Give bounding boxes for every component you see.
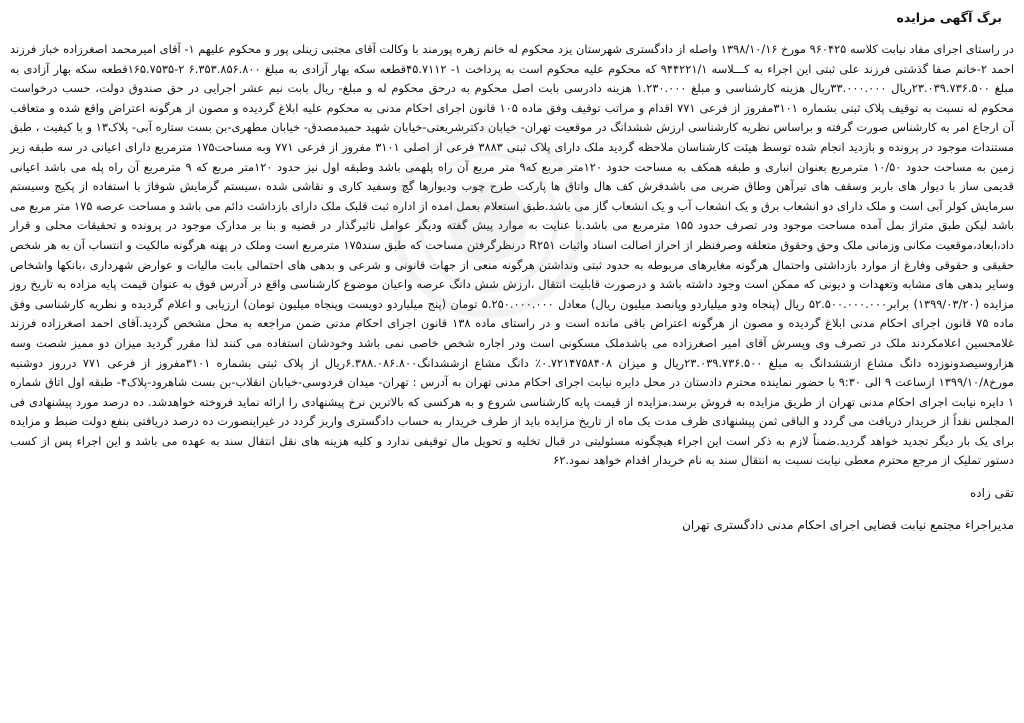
notice-title: برگ آگهی مزایده [896,10,1002,25]
signer-name: تقی زاده [970,486,1014,501]
notice-body: در راستای اجرای مفاد نیابت کلاسه ۹۶۰۴۲۵ مورخ ۱۳۹۸/۱۰/۱۶ واصله از دادگستری شهرستان یزد محکوم له خانم زهره پورمند با وکالت آقای مجتبی زینلی پور و محکوم علیهم ۱- آقای امیرمحمد اصغرزاده خباز فرزند احمد ۲-خانم صفا گذشتی فرزند علی ثبتی این اجراء به کـــلاسه ۹۴۴۲۲۱/۱ که محکوم علیه محکوم است به پرداخت ۱- ۴۵.۷۱۱۲قطعه سکه بهار آزادی به مبلغ ۶.۳۵۳.۸۵۶.۸۰۰ ۲-۱۶۵.۷۵۳۵قطعه سکه بهار آزادی به مبلغ ۲۳.۰۳۹.۷۳۶.۵۰۰ریال ۳۳.۰۰۰.۰۰۰ریال هزینه کارشناسی و مبلغ ۱.۲۳۰.۰۰۰ هزینه دادرسی بابت اصل محکوم به درحق محکوم له و مبلغ- ریال بابت نیم عشر اجرایی در حق صندوق دولت، حسب درخواست محکوم له نسبت به توقیف پلاک ثبتی بشماره ۳۱۰۱مفروز از فرعی ۷۷۱ اقدام و مراتب توقیف وفق ماده ۱۰۵ قانون اجرای احکام مدنی به محکوم علیه ابلاغ گردیده و مصون از هرگونه اعتراض واقع شده و متعاقب آن ارجاع امر به کارشناس صورت گرفته و براساس نظریه کارشناسی ارزش ششدانگ در موقعیت تهران- خیابان دکترشریعتی-خیابان شهید حمیدمصدق- خیابان مطهری-بن بست ستاره آبی- پلاک۱۳ و با کیفیت ، طبق مستندات موجود در پرونده و بازدید انجام شده توسط هیئت کارشناسان ملاحظه گردید ملک دارای پلاک ثبتی ۳۸۸۳ فرعی از اصلی ۳۱۰۱ مفروز از فرعی ۷۷۱ وبه مساحت۱۷۵ مترمربع دارای اعیانی در سه طبقه زیر زمین به مساحت حدود ۱۰/۵۰ مترمربع بعنوان انباری و طبقه همکف به مساحت حدود ۱۲۰متر مربع که۹ متر مربع آن راه پلهمی باشد وطبقه اول نیز حدود ۱۲۰متر مربع که ۹ مترمربع آن راه پله می باشد اعیانی قدیمی ساز با دیوار های باربر وسقف های تیرآهن وطاق ضربی می باشدفرش کف هال واتاق ها پارکت طرح چوب ودیوارها گچ وسفید کاری و نقاشی شده ،سیستم گرمایش شوفاژ با استفاده از پکیج وسیستم سرمایش کولر آبی است و ملک دارای دو انشعاب برق و یک انشعاب آب و یک انشعاب گاز می باشد.طبق استعلام بعمل امده از اداره ثبت قلبک ملک دارای بازداشت دائم می باشد و مساحت عرصه ۱۷۵ متر مربع می باشد لیکن طبق متراژ بمل آمده مساحت موجود ودر تصرف حدود ۱۵۵ مترمربع می باشد.با عنایت به موارد پیش گفته ودیگر عوامل تاثیرگذار در قضیه و بنا بر مدارک موجود در پرونده و تحقیقات محلی و قرار داد،ابعاد،موقعیت مکانی وزمانی ملک وحق وحقوق متعلقه وصرفنظر از احراز اصالت اسناد واثبات R۲۵۱ درنظرگرفتن مساحت که طبق سند۱۷۵ مترمربع است وملک در پهنه هرگونه مالکیت و انتساب آن به هر شخص حقیقی و حقوقی وفارغ از موارد بازداشتی واحتمال هرگونه مغایرهای مربوطه به حدود ثبتی ونداشتن هرگونه منعی از جهات قانونی و شرعی و بدهی های احتمالی بابت مالیات و عوارض شهرداری ،بانکها واشخاص وسایر بدهی های مشابه وتعهدات و دیونی که ممکن است وجود داشته باشد و درصورت قابلیت انتقال ،ارزش شش دانگ عرصه واعیان موضوع کارشناسی واقع در آدرس فوق به عنوان قیمت پایه مزاده به تاریخ روز مزایده (۱۳۹۹/۰۳/۲۰) برابر۵۲.۵۰۰.۰۰۰.۰۰۰ ریال (پنجاه ودو میلیاردو وپانصد میلیون ریال) معادل ۵.۲۵۰.۰۰۰.۰۰۰ تومان (پنج میلیاردو دویست وپنجاه میلیون تومان) ارزیابی و اعلام گردیده و نظریه کارشناسی وفق ماده ۷۵ قانون اجرای احکام مدنی ابلاغ گردیده و مصون از هرگونه اعتراض باقی مانده است و در راستای ماده ۱۳۸ قانون اجرای احکام مدنی ضمن مراجعه به محل مشخص گردید.آقای احمد اصغرزاده فرزند غلامحسین اعلامکردند ملک در تصرف وی وپسرش آقای امیر اصغرزاده می باشدملک مسکونی است ودر اجاره شخص خاصی نمی باشد وخودشان استفاده می کنند لذا مقرر گردید میزان دو ممیز شصت وسه هزاروسیصدونوزده دانگ مشاع ازششدانگ به مبلغ ۲۳.۰۳۹.۷۳۶.۵۰۰ریال و میزان ۰.۷۲۱۴۷۵۸۴۰۸٪ دانگ مشاع ازششدانگ۶.۳۸۸.۰۸۶.۸۰۰ریال از پلاک ثبتی بشماره ۳۱۰۱مفروز از فرعی ۷۷۱ درروز دوشنبه مورخ۱۳۹۹/۱۰/۸ ازساعت ۹ الی ۹:۳۰ با حضور نماینده محترم دادستان در محل دایره نیابت اجرای احکام مدنی تهران به آدرس : تهران- میدان فردوسی-خیابان انقلاب-بن بست شاهرود-پلاک۴- طبقه اول اتاق شماره ۱ دایره نیابت اجرای احکام مدنی تهران از طریق مزایده به فروش برسد.مزایده از قیمت پایه کارشناسی شروع و به هرکسی که بالاترین نرخ پیشنهادی را ارائه نماید فروخته خواهدشد. ده درصد مورد پیشنهادی فی المجلس نقداً از خریدار دریافت می گردد و الباقی ثمن پیشنهادی ظرف مدت یک ماه از تاریخ مزایده باید از طرف خریدار به حساب دادگستری واریز گردد در غیراینصورت ده درصد دریافتی بنفع دولت ضبط و مزایده برای یک بار دیگر تجدید خواهد گردید.ضمناً لازم به ذکر است این اجراء هیچگونه مسئولیتی در قبال تخلیه و تحویل مال توقیفی ندارد و کلیه هزینه های نقل انتقال سند به عهده می باشد و این اجراء پس از کسب دستور تملیک از مرجع محترم معطی نیابت نسبت به انتقال سند به نام خریدار اقدام خواهد نمود.۶۲ [10,42,1015,468]
issuing-office: مدیراجراء مجتمع نیابت قضایی اجرای احکام مدنی دادگستری تهران [682,518,1014,533]
